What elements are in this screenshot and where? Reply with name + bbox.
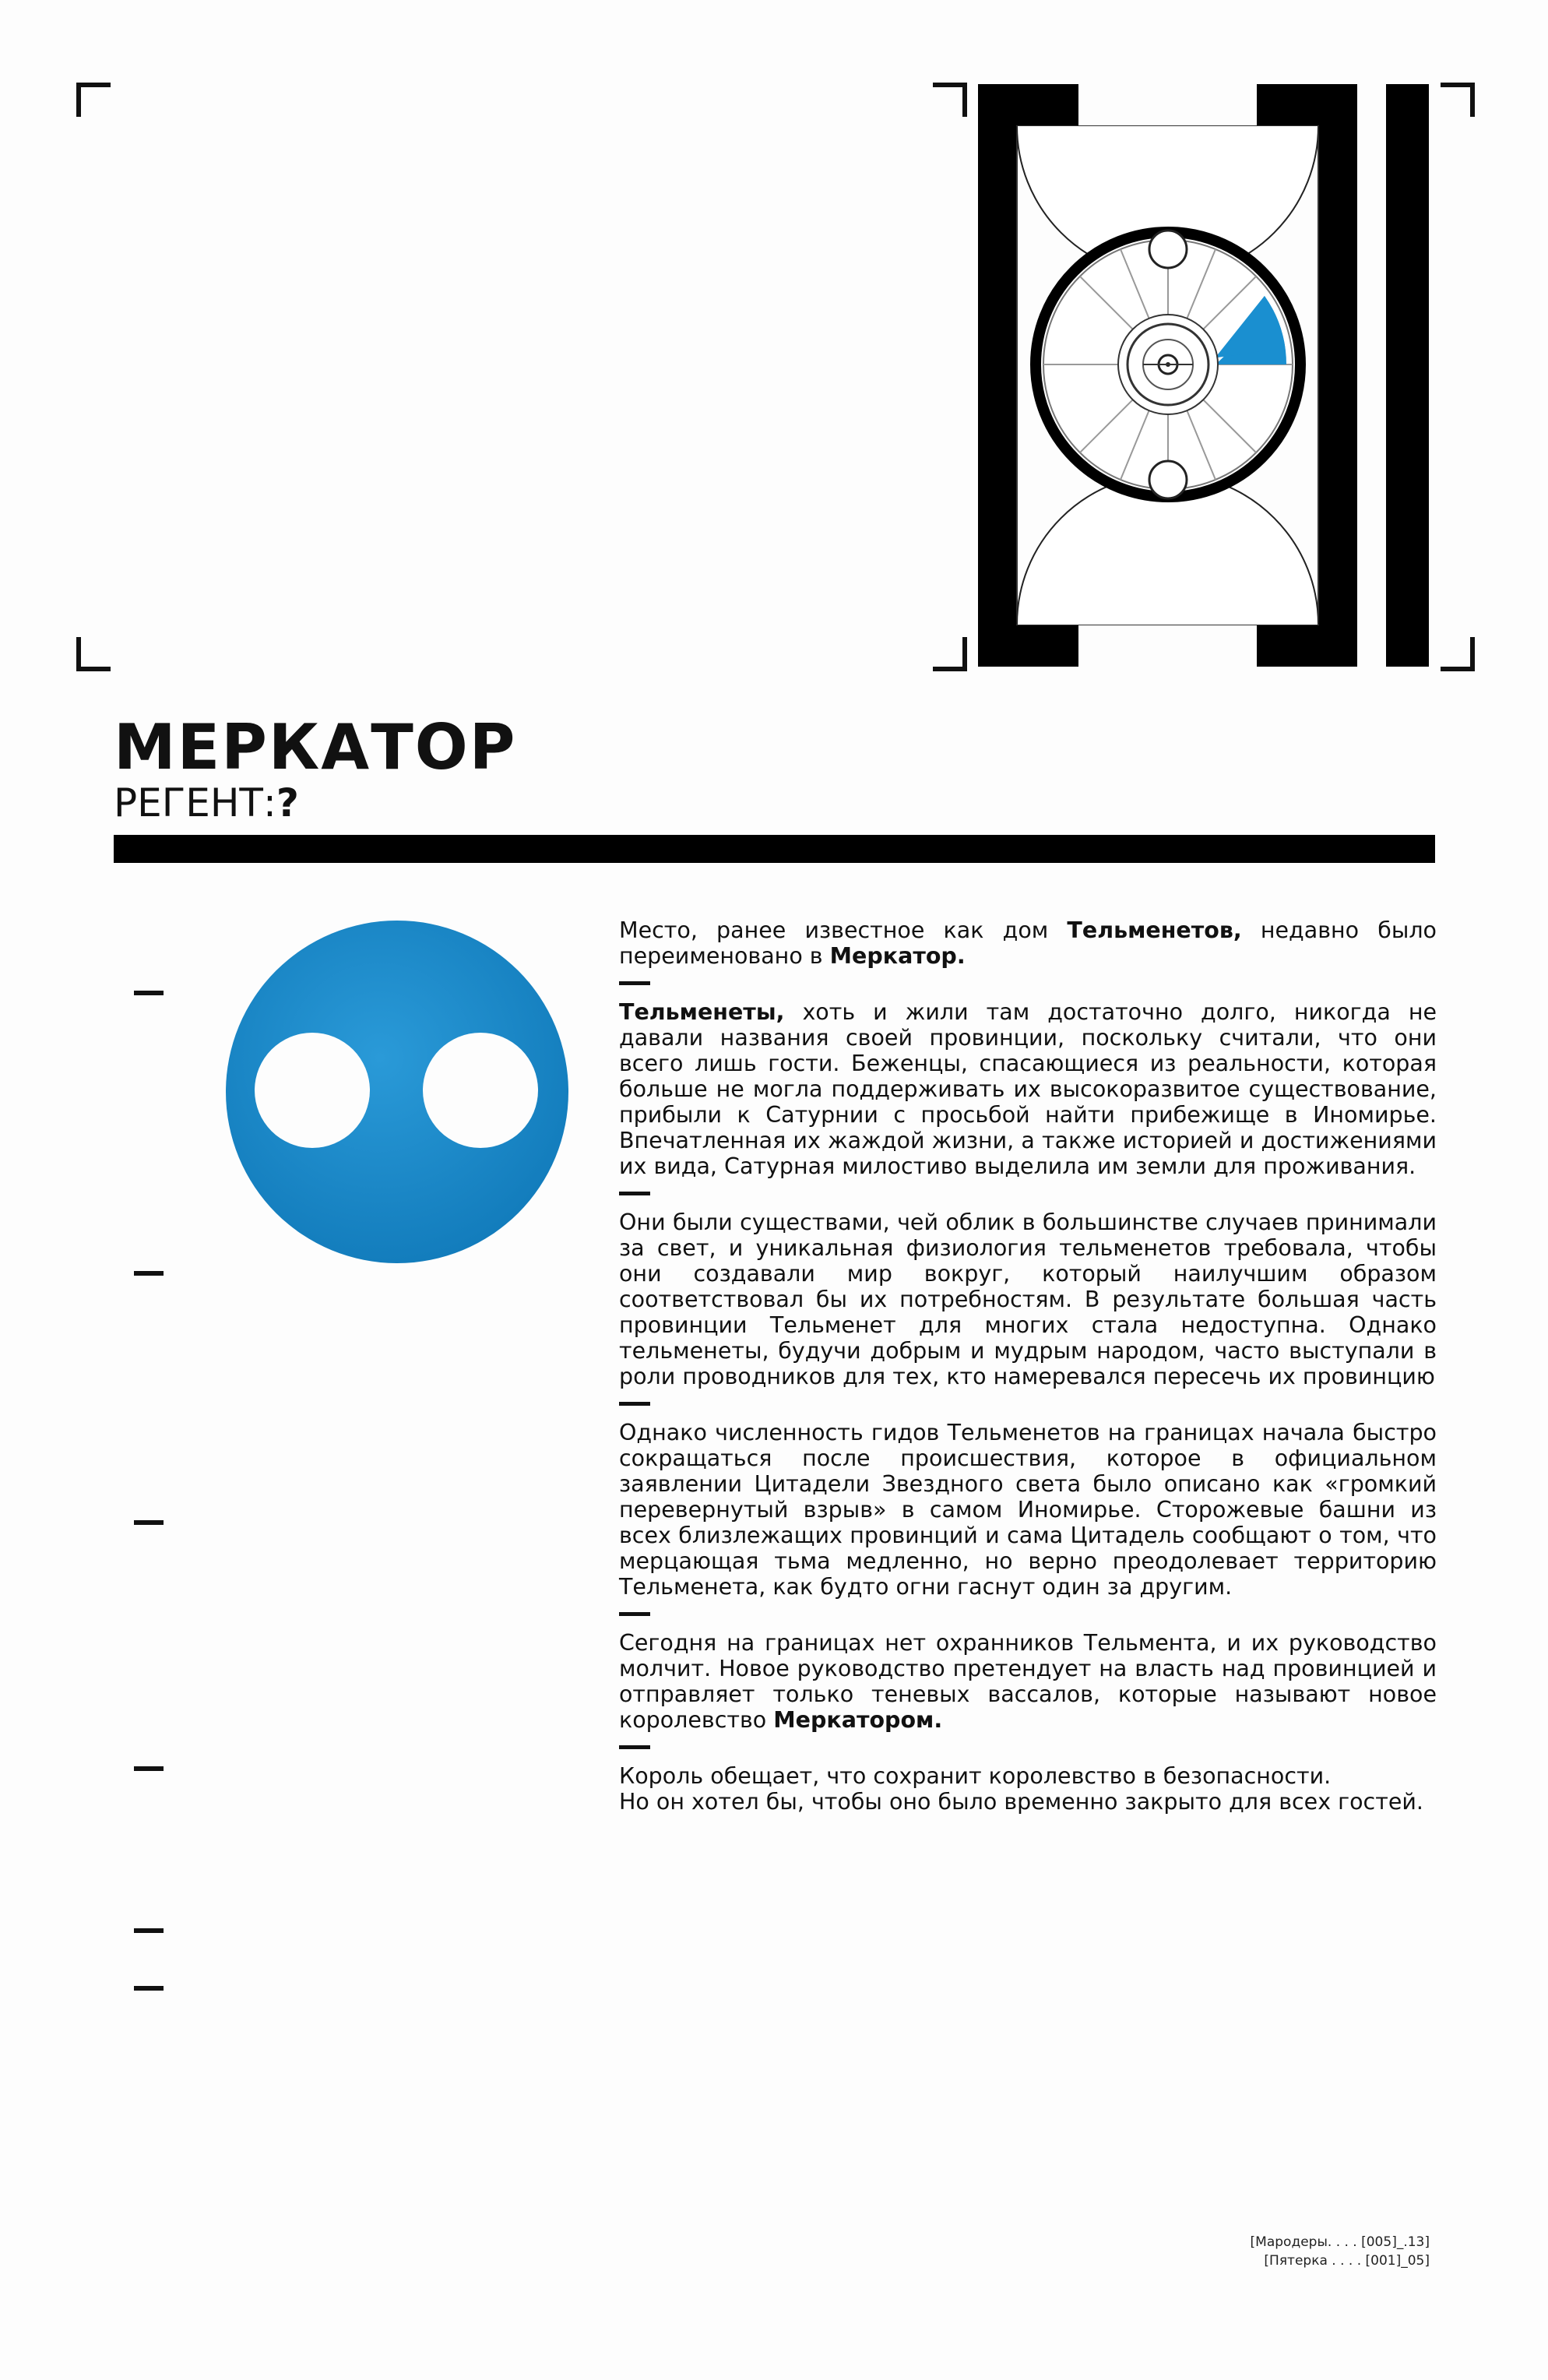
margin-dash — [134, 1928, 164, 1933]
margin-dash — [134, 991, 164, 995]
paragraph-physiology: Они были существами, чей облик в большинстве случаев принимали за свет, и уникальная физиология тельменетов требовала, чтобы они создавали мир вокруг, который наилучшим образом соответствовал бы их потребностям. В результате большая часть провинции Тельменет для многих стала недоступна. Однако тельменеты, будучи добрым и мудрым народом, часто выступали в роли проводников для тех, кто намеревался пересечь их провинцию — [619, 1209, 1437, 1389]
paragraph-separator — [619, 1402, 650, 1406]
frame-corner-bottom-left — [76, 637, 111, 671]
footer-line-1: [Мародеры. . . . [005]_.13] — [1250, 2234, 1430, 2250]
page-footer — [1251, 2233, 1430, 2270]
paragraph-history: Тельменеты, хоть и жили там достаточно долго, никогда не давали названия своей провинции, поскольку считали, что они всего лишь гости. Беженцы, спасающиеся из реальности, которая больше не могла поддерживать их высокоразвитое существование, прибыли к Сатурнии с просьбой найти прибежище в Иномирье. Впечатленная их жаждой жизни, а также историей и достижениями их вида, Сатурная милостиво выделила им земли для проживания. — [619, 999, 1437, 1179]
paragraph-intro: Место, ранее известное как дом Тельменетов, недавно было переименовано в Меркатор. — [619, 917, 1437, 969]
paragraph-darkness: Однако численность гидов Тельменетов на границах начала быстро сокращаться после происшествия, которое в официальном заявлении Цитадели Звездного света было описано как «громкий перевернутый взрыв» в самом Иномирье. Сторожевые башни из всех близлежащих провинций и сама Цитадель сообщают о том, что мерцающая тьма медленно, но верно преодолевает территорию Тельменета, как будто огни гаснут один за другим. — [619, 1420, 1437, 1600]
frame-corner-top-right-inner — [933, 83, 967, 117]
regent-value: ? — [276, 780, 299, 826]
paragraph-separator — [619, 1612, 650, 1616]
paragraph-new-rule: Сегодня на границах нет охранников Тельмента, и их руководство молчит. Новое руководство претендует на власть над провинцией и отправляет только теневых вассалов, которые называют новое королевство Меркатором. — [619, 1630, 1437, 1733]
title-divider-bar — [114, 835, 1435, 863]
mercator-mask-logo-icon — [224, 919, 570, 1265]
margin-dash — [134, 1520, 164, 1525]
paragraph-separator — [619, 1192, 650, 1195]
frame-corner-top-left — [76, 83, 111, 117]
margin-dash — [134, 1986, 164, 1991]
article-body — [619, 917, 1437, 1815]
paragraph-king: Король обещает, что сохранит королевство в безопасности. Но он хотел бы, чтобы оно было временно закрыто для всех гостей. — [619, 1763, 1423, 1815]
bracket-gauge-emblem-icon — [973, 79, 1464, 671]
paragraph-separator — [619, 981, 650, 985]
margin-dash — [134, 1766, 164, 1771]
footer-line-2: [Пятерка . . . . [001]_05] — [1264, 2253, 1430, 2269]
margin-dash — [134, 1271, 164, 1276]
regent-label: РЕГЕНТ: — [114, 780, 276, 826]
frame-corner-bottom-right-inner — [933, 637, 967, 671]
paragraph-separator — [619, 1745, 650, 1749]
page-title: МЕРКАТОР — [114, 711, 517, 783]
regent-line — [114, 780, 299, 826]
